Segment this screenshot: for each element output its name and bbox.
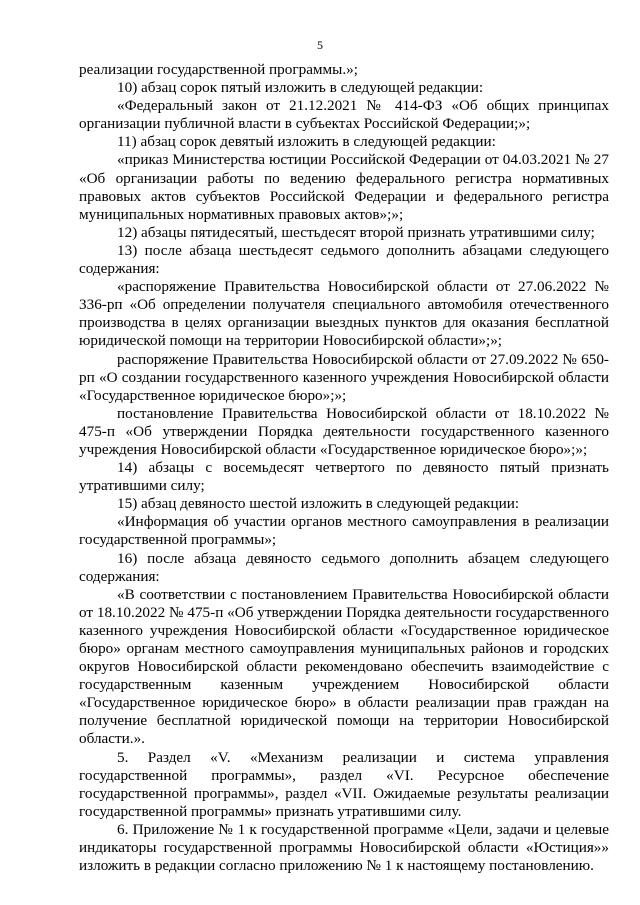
paragraph: 11) абзац сорок девятый изложить в следующей редакции:: [117, 133, 496, 151]
paragraph: 16) после абзаца девяносто седьмого дополнить абзацем следующего содержания:: [79, 549, 609, 585]
paragraph: «распоряжение Правительства Новосибирской области от 27.06.2022 № 336-рп «Об определении получателя специального автомобиля отечественного производства в целях организации выездных пунктов для оказания бесплатной юридической помощи на территории Новосибирской области»;»;: [79, 278, 609, 350]
paragraph: «Информация об участии органов местного самоуправления в реализации государственной программы»;: [79, 513, 609, 549]
paragraph: 15) абзац девяносто шестой изложить в следующей редакции:: [117, 495, 520, 513]
document-body: [79, 61, 609, 875]
paragraph: 12) абзацы пятидесятый, шестьдесят второй признать утратившими силу;: [117, 223, 595, 241]
paragraph: 13) после абзаца шестьдесят седьмого дополнить абзацами следующего содержания:: [79, 241, 609, 278]
page-number: 5: [317, 38, 323, 52]
paragraph: постановление Правительства Новосибирской области от 18.10.2022 № 475-п «Об утверждении Порядка деятельности государственного казенного учреждения Новосибирской области «Государственное юридическое бюро»;»;: [79, 404, 609, 458]
paragraph: «Федеральный закон от 21.12.2021 № 414-ФЗ «Об общих принципах организации публичной власти в субъектах Российской Федерации;»;: [79, 97, 609, 133]
paragraph: 5. Раздел «V. «Механизм реализации и система управления государственной программы», раздел «VI. Ресурсное обеспечение государственной программы», раздел «VII. Ожидаемые результаты реализации государственной программы» признать утратившими силу.: [79, 748, 609, 820]
paragraph: 10) абзац сорок пятый изложить в следующей редакции:: [117, 79, 484, 97]
paragraph: 6. Приложение № 1 к государственной программе «Цели, задачи и целевые индикаторы государственной программы Новосибирской области «Юстиция»» изложить в редакции согласно приложению № 1 к настоящему постановлению.: [79, 820, 609, 875]
paragraph: «В соответствии с постановлением Правительства Новосибирской области от 18.10.2022 № 475-п «Об утверждении Порядка деятельности государственного казенного учреждения Новосибирской области «Государственное юридическое бюро» органам местного самоуправления муниципальных районов и городских округов Новосибирской области рекомендовано обеспечить взаимодействие с государственным казенным учреждением Новосибирской области «Государственное юридическое бюро» в области реализации прав граждан на получение бесплатной юридической помощи на территории Новосибирской области.».: [79, 585, 609, 748]
paragraph: «приказ Министерства юстиции Российской Федерации от 04.03.2021 № 27 «Об организации работы по ведению федерального регистра нормативных правовых актов субъектов Российской Федерации и федерального регистра муниципальных нормативных правовых актов»;»;: [79, 151, 609, 223]
paragraph: распоряжение Правительства Новосибирской области от 27.09.2022 № 650-рп «О создании государственного казенного учреждения Новосибирской области «Государственное юридическое бюро»;»;: [79, 350, 609, 404]
paragraph: 14) абзацы с восемьдесят четвертого по девяносто пятый признать утратившими силу;: [79, 459, 609, 495]
paragraph: реализации государственной программы.»;: [79, 61, 358, 78]
